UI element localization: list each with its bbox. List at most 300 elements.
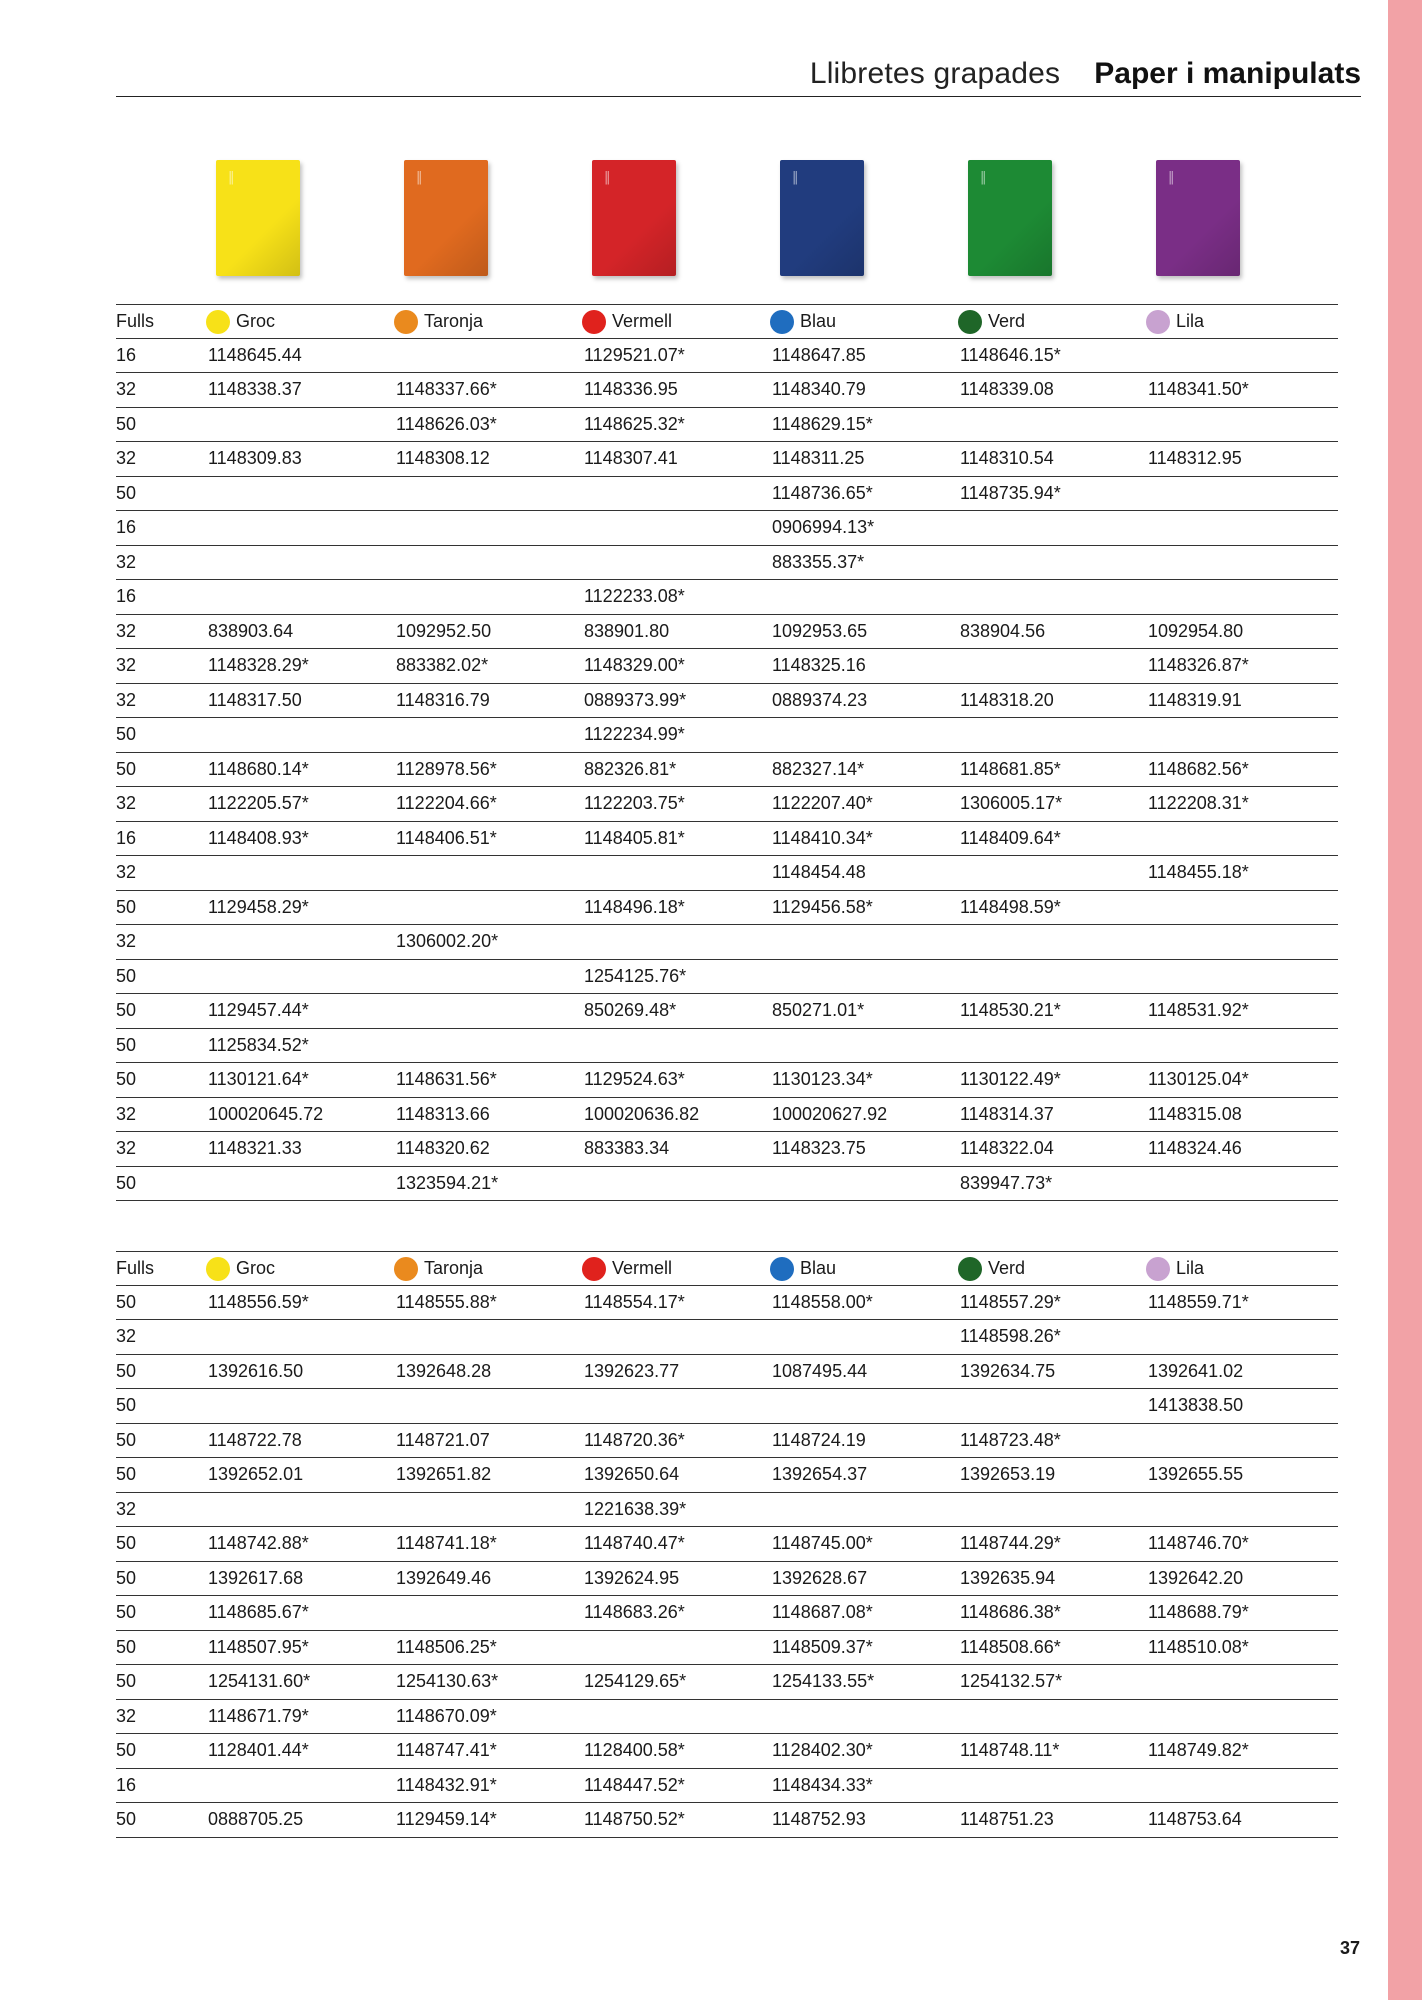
code-cell: 1148557.29* bbox=[960, 1291, 1061, 1312]
code-cell: 1148329.00* bbox=[584, 655, 685, 675]
color-label: Lila bbox=[1176, 1258, 1205, 1278]
code-cell: 1148750.52* bbox=[584, 1809, 685, 1829]
code-cell: 1148338.37 bbox=[208, 379, 302, 399]
fulls-cell: 50 bbox=[116, 758, 137, 779]
code-cell: 0888705.25 bbox=[208, 1809, 304, 1829]
code-cell: 1148410.34* bbox=[772, 827, 873, 848]
color-header-lila bbox=[1148, 1252, 1204, 1285]
code-cell: 1148742.88* bbox=[208, 1533, 309, 1553]
code-cell: 1392617.68 bbox=[208, 1567, 304, 1588]
fulls-cell: 50 bbox=[116, 1291, 137, 1312]
table-row bbox=[116, 1527, 1338, 1562]
code-cell: 1306005.17* bbox=[960, 793, 1063, 813]
code-cell: 1148682.56* bbox=[1148, 758, 1249, 779]
code-cell: 1148509.37* bbox=[772, 1636, 873, 1657]
code-cell: 1148337.66* bbox=[396, 379, 497, 399]
code-cell: 1148746.70* bbox=[1148, 1533, 1249, 1553]
table-row bbox=[116, 1063, 1338, 1098]
color-label: Taronja bbox=[424, 311, 484, 331]
code-cell: 1148322.04 bbox=[960, 1138, 1054, 1158]
table-row bbox=[116, 1562, 1338, 1597]
code-cell: 1148314.37 bbox=[960, 1103, 1054, 1124]
code-cell: 1148312.95 bbox=[1148, 448, 1242, 468]
fulls-cell: 32 bbox=[116, 1705, 137, 1726]
code-cell: 1148408.93* bbox=[208, 827, 309, 848]
table-row bbox=[116, 856, 1338, 891]
code-cell: 1148507.95* bbox=[208, 1636, 309, 1657]
code-cell: 1148626.03* bbox=[396, 413, 497, 434]
color-dot-icon bbox=[394, 310, 418, 334]
code-cell: 100020636.82 bbox=[584, 1103, 700, 1124]
code-cell: 1392623.77 bbox=[584, 1360, 680, 1381]
code-cell: 1148559.71* bbox=[1148, 1291, 1249, 1312]
code-cell: 1306002.20* bbox=[396, 931, 499, 951]
table-row bbox=[116, 477, 1338, 512]
code-cell: 838904.56 bbox=[960, 620, 1046, 641]
table-row bbox=[116, 1665, 1338, 1700]
fulls-cell: 32 bbox=[116, 1138, 137, 1158]
code-cell: 1392654.37 bbox=[772, 1464, 868, 1484]
fulls-cell: 50 bbox=[116, 1602, 137, 1622]
fulls-cell: 16 bbox=[116, 344, 137, 365]
code-cell: 1148341.50* bbox=[1148, 379, 1249, 399]
table-row bbox=[116, 511, 1338, 546]
code-cell: 1148745.00* bbox=[772, 1533, 873, 1553]
code-cell: 100020645.72 bbox=[208, 1103, 324, 1124]
table-row bbox=[116, 580, 1338, 615]
code-cell: 1148752.93 bbox=[772, 1809, 866, 1829]
code-cell: 1148558.00* bbox=[772, 1291, 873, 1312]
fulls-cell: 32 bbox=[116, 1326, 137, 1346]
code-cell: 1130125.04* bbox=[1148, 1069, 1249, 1089]
code-cell: 1148328.29* bbox=[208, 655, 309, 675]
fulls-cell: 50 bbox=[116, 482, 137, 503]
code-cell: 1148721.07 bbox=[396, 1429, 490, 1450]
code-cell: 1148318.20 bbox=[960, 689, 1054, 710]
code-cell: 883355.37* bbox=[772, 551, 865, 572]
code-cell: 1148531.92* bbox=[1148, 1000, 1249, 1020]
code-cell: 1392653.19 bbox=[960, 1464, 1056, 1484]
fulls-cell: 32 bbox=[116, 931, 137, 951]
fulls-cell: 50 bbox=[116, 1809, 137, 1829]
color-label: Groc bbox=[236, 311, 276, 331]
code-cell: 1148498.59* bbox=[960, 896, 1061, 917]
code-cell: 882327.14* bbox=[772, 758, 865, 779]
table-row bbox=[116, 1424, 1338, 1459]
color-dot-icon bbox=[1146, 310, 1170, 334]
table-row bbox=[116, 1286, 1338, 1321]
code-cell: 1130123.34* bbox=[772, 1069, 873, 1089]
code-cell: 1323594.21* bbox=[396, 1172, 499, 1193]
verd-notebook bbox=[968, 160, 1052, 276]
code-cell: 1392642.20 bbox=[1148, 1567, 1244, 1588]
fulls-cell: 32 bbox=[116, 793, 137, 813]
table-row bbox=[116, 684, 1338, 719]
code-cell: 1254133.55* bbox=[772, 1671, 875, 1691]
code-cell: 1128978.56* bbox=[396, 758, 497, 779]
code-cell: 1122208.31* bbox=[1148, 793, 1249, 813]
fulls-cell: 50 bbox=[116, 1034, 137, 1055]
color-label: Verd bbox=[988, 1258, 1026, 1278]
code-cell: 1413838.50 bbox=[1148, 1395, 1244, 1415]
code-cell: 1148646.15* bbox=[960, 344, 1061, 365]
fulls-cell: 32 bbox=[116, 862, 137, 882]
code-cell: 1148625.32* bbox=[584, 413, 685, 434]
code-cell: 1148645.44 bbox=[208, 344, 302, 365]
section-subtitle: Llibretes grapades bbox=[809, 57, 1061, 90]
color-header-blau bbox=[772, 305, 836, 338]
code-cell: 1392650.64 bbox=[584, 1464, 680, 1484]
code-cell: 1221638.39* bbox=[584, 1498, 687, 1519]
code-cell: 1148324.46 bbox=[1148, 1138, 1242, 1158]
fulls-cell: 50 bbox=[116, 1172, 137, 1193]
code-cell: 1148405.81* bbox=[584, 827, 685, 848]
table-row bbox=[116, 1700, 1338, 1735]
code-cell: 0889374.23 bbox=[772, 689, 868, 710]
fulls-cell: 50 bbox=[116, 1636, 137, 1657]
fulls-cell: 50 bbox=[116, 1000, 137, 1020]
table-row bbox=[116, 1493, 1338, 1528]
fulls-cell: 32 bbox=[116, 620, 137, 641]
fulls-header: Fulls bbox=[116, 311, 155, 331]
code-cell: 1148740.47* bbox=[584, 1533, 685, 1553]
code-cell: 1148724.19 bbox=[772, 1429, 866, 1450]
code-cell: 1148454.48 bbox=[772, 862, 866, 882]
code-cell: 1254130.63* bbox=[396, 1671, 499, 1691]
code-cell: 1148749.82* bbox=[1148, 1740, 1249, 1760]
code-cell: 1254129.65* bbox=[584, 1671, 687, 1691]
code-cell: 1148685.67* bbox=[208, 1602, 309, 1622]
fulls-cell: 50 bbox=[116, 1567, 137, 1588]
code-cell: 1148326.87* bbox=[1148, 655, 1249, 675]
fulls-cell: 16 bbox=[116, 1774, 137, 1795]
code-cell: 1148315.08 bbox=[1148, 1103, 1242, 1124]
code-cell: 1148530.21* bbox=[960, 1000, 1061, 1020]
color-header-blau bbox=[772, 1252, 836, 1285]
code-cell: 1148325.16 bbox=[772, 655, 866, 675]
table-row bbox=[116, 1803, 1338, 1838]
code-cell: 1148336.95 bbox=[584, 379, 678, 399]
color-dot-icon bbox=[206, 1257, 230, 1281]
color-header-verd bbox=[960, 1252, 1025, 1285]
color-header-groc bbox=[208, 305, 275, 338]
code-cell: 1148320.62 bbox=[396, 1138, 490, 1158]
code-cell: 1148736.65* bbox=[772, 482, 873, 503]
table-row bbox=[116, 1631, 1338, 1666]
code-cell: 1148310.54 bbox=[960, 448, 1054, 468]
code-cell: 1148686.38* bbox=[960, 1602, 1061, 1622]
code-cell: 1392635.94 bbox=[960, 1567, 1056, 1588]
color-label: Taronja bbox=[424, 1258, 484, 1278]
color-dot-icon bbox=[394, 1257, 418, 1281]
code-cell: 1148321.33 bbox=[208, 1138, 302, 1158]
code-cell: 0906994.13* bbox=[772, 517, 875, 537]
fulls-cell: 50 bbox=[116, 724, 137, 744]
code-cell: 1148340.79 bbox=[772, 379, 866, 399]
code-cell: 850271.01* bbox=[772, 1000, 865, 1020]
code-cell: 1122207.40* bbox=[772, 793, 873, 813]
code-cell: 1148309.83 bbox=[208, 448, 302, 468]
fulls-cell: 32 bbox=[116, 551, 137, 572]
fulls-cell: 32 bbox=[116, 689, 137, 710]
code-cell: 1129458.29* bbox=[208, 896, 309, 917]
color-dot-icon bbox=[770, 310, 794, 334]
code-cell: 1148680.14* bbox=[208, 758, 309, 779]
notebook-logo-icon: ‖ bbox=[604, 170, 611, 185]
code-cell: 1148406.51* bbox=[396, 827, 497, 848]
code-cell: 1130121.64* bbox=[208, 1069, 309, 1089]
fulls-cell: 50 bbox=[116, 413, 137, 434]
code-cell: 1148741.18* bbox=[396, 1533, 497, 1553]
table-row bbox=[116, 718, 1338, 753]
notebook-images bbox=[0, 160, 1388, 280]
section-title: Paper i manipulats bbox=[1094, 57, 1361, 90]
table-row bbox=[116, 1029, 1338, 1064]
table-row bbox=[116, 649, 1338, 684]
table-row bbox=[116, 1734, 1338, 1769]
blau-notebook bbox=[780, 160, 864, 276]
table-row bbox=[116, 442, 1338, 477]
code-cell: 1148598.26* bbox=[960, 1326, 1061, 1346]
table-row bbox=[116, 822, 1338, 857]
code-cell: 1148496.18* bbox=[584, 896, 685, 917]
code-cell: 838903.64 bbox=[208, 620, 294, 641]
table-row bbox=[116, 615, 1338, 650]
table-row bbox=[116, 1098, 1338, 1133]
fulls-cell: 50 bbox=[116, 1429, 137, 1450]
code-cell: 1148313.66 bbox=[396, 1103, 490, 1124]
code-cell: 1148629.15* bbox=[772, 413, 873, 434]
fulls-cell: 32 bbox=[116, 1498, 137, 1519]
color-dot-icon bbox=[206, 310, 230, 334]
code-cell: 850269.48* bbox=[584, 1000, 677, 1020]
fulls-cell: 50 bbox=[116, 1464, 137, 1484]
code-cell: 1092953.65 bbox=[772, 620, 868, 641]
code-cell: 1392634.75 bbox=[960, 1360, 1056, 1381]
page-header bbox=[116, 52, 1361, 97]
table-row bbox=[116, 753, 1338, 788]
table-row bbox=[116, 925, 1338, 960]
color-label: Vermell bbox=[612, 311, 673, 331]
notebook-logo-icon: ‖ bbox=[228, 170, 235, 185]
code-cell: 1148339.08 bbox=[960, 379, 1054, 399]
code-cell: 1148748.11* bbox=[960, 1740, 1060, 1760]
groc-notebook bbox=[216, 160, 300, 276]
product-table-1 bbox=[116, 304, 1338, 1201]
code-cell: 1130122.49* bbox=[960, 1069, 1061, 1089]
code-cell: 1148317.50 bbox=[208, 689, 302, 710]
table-row bbox=[116, 1355, 1338, 1390]
table-row bbox=[116, 1167, 1338, 1202]
code-cell: 1392616.50 bbox=[208, 1360, 304, 1381]
code-cell: 1148323.75 bbox=[772, 1138, 866, 1158]
table-row bbox=[116, 891, 1338, 926]
code-cell: 1122233.08* bbox=[584, 586, 685, 606]
code-cell: 1129524.63* bbox=[584, 1069, 685, 1089]
code-cell: 1148681.85* bbox=[960, 758, 1061, 779]
code-cell: 1148671.79* bbox=[208, 1705, 309, 1726]
fulls-cell: 50 bbox=[116, 1069, 137, 1089]
fulls-cell: 50 bbox=[116, 1740, 137, 1760]
code-cell: 1148555.88* bbox=[396, 1291, 497, 1312]
code-cell: 1148316.79 bbox=[396, 689, 490, 710]
table-row bbox=[116, 960, 1338, 995]
fulls-cell: 32 bbox=[116, 379, 137, 399]
color-header-taronja bbox=[396, 1252, 483, 1285]
fulls-cell: 50 bbox=[116, 1671, 137, 1691]
code-cell: 1122203.75* bbox=[584, 793, 685, 813]
code-cell: 1148506.25* bbox=[396, 1636, 497, 1657]
fulls-cell: 50 bbox=[116, 1533, 137, 1553]
color-dot-icon bbox=[1146, 1257, 1170, 1281]
code-cell: 839947.73* bbox=[960, 1172, 1053, 1193]
code-cell: 1392649.46 bbox=[396, 1567, 492, 1588]
color-dot-icon bbox=[958, 310, 982, 334]
code-cell: 1254125.76* bbox=[584, 965, 687, 986]
code-cell: 1148722.78 bbox=[208, 1429, 302, 1450]
code-cell: 883382.02* bbox=[396, 655, 489, 675]
code-cell: 1092954.80 bbox=[1148, 620, 1244, 641]
code-cell: 1129457.44* bbox=[208, 1000, 309, 1020]
code-cell: 882326.81* bbox=[584, 758, 677, 779]
code-cell: 1392652.01 bbox=[208, 1464, 304, 1484]
code-cell: 1092952.50 bbox=[396, 620, 492, 641]
fulls-header: Fulls bbox=[116, 1258, 155, 1278]
color-header-vermell bbox=[584, 1252, 672, 1285]
lila-notebook bbox=[1156, 160, 1240, 276]
table-row bbox=[116, 1320, 1338, 1355]
table-row bbox=[116, 1389, 1338, 1424]
fulls-cell: 16 bbox=[116, 586, 137, 606]
table-row bbox=[116, 1132, 1338, 1167]
code-cell: 1392628.67 bbox=[772, 1567, 868, 1588]
code-cell: 1254131.60* bbox=[208, 1671, 311, 1691]
table-row bbox=[116, 1458, 1338, 1493]
color-label: Blau bbox=[800, 1258, 837, 1278]
notebook-logo-icon: ‖ bbox=[416, 170, 423, 185]
code-cell: 1148409.64* bbox=[960, 827, 1061, 848]
code-cell: 1087495.44 bbox=[772, 1360, 868, 1381]
table-row bbox=[116, 339, 1338, 374]
code-cell: 1392624.95 bbox=[584, 1567, 680, 1588]
color-label: Lila bbox=[1176, 311, 1205, 331]
fulls-cell: 32 bbox=[116, 448, 137, 468]
code-cell: 1392655.55 bbox=[1148, 1464, 1244, 1484]
code-cell: 1148647.85 bbox=[772, 344, 866, 365]
code-cell: 1148751.23 bbox=[960, 1809, 1054, 1829]
table-row bbox=[116, 546, 1338, 581]
code-cell: 1122234.99* bbox=[584, 724, 685, 744]
code-cell: 1148747.41* bbox=[396, 1740, 497, 1760]
color-header-groc bbox=[208, 1252, 275, 1285]
table-row bbox=[116, 994, 1338, 1029]
code-cell: 1148687.08* bbox=[772, 1602, 873, 1622]
table-header-row bbox=[116, 1251, 1338, 1286]
fulls-cell: 50 bbox=[116, 1360, 137, 1381]
code-cell: 883383.34 bbox=[584, 1138, 670, 1158]
code-cell: 1129456.58* bbox=[772, 896, 873, 917]
color-label: Vermell bbox=[612, 1258, 673, 1278]
product-table-2 bbox=[116, 1251, 1338, 1838]
color-label: Blau bbox=[800, 311, 837, 331]
color-header-vermell bbox=[584, 305, 672, 338]
color-dot-icon bbox=[582, 310, 606, 334]
code-cell: 0889373.99* bbox=[584, 689, 687, 710]
code-cell: 1392651.82 bbox=[396, 1464, 492, 1484]
code-cell: 1122204.66* bbox=[396, 793, 497, 813]
color-label: Groc bbox=[236, 1258, 276, 1278]
notebook-logo-icon: ‖ bbox=[980, 170, 987, 185]
table-header-row bbox=[116, 304, 1338, 339]
fulls-cell: 16 bbox=[116, 827, 137, 848]
table-row bbox=[116, 1769, 1338, 1804]
color-header-lila bbox=[1148, 305, 1204, 338]
code-cell: 1148311.25 bbox=[772, 448, 865, 468]
code-cell: 1128402.30* bbox=[772, 1740, 873, 1760]
code-cell: 1148432.91* bbox=[396, 1774, 497, 1795]
code-cell: 1148455.18* bbox=[1148, 862, 1249, 882]
code-cell: 838901.80 bbox=[584, 620, 670, 641]
fulls-cell: 16 bbox=[116, 517, 137, 537]
fulls-cell: 50 bbox=[116, 965, 137, 986]
code-cell: 1148688.79* bbox=[1148, 1602, 1249, 1622]
pink-side-band bbox=[1388, 0, 1422, 2000]
code-cell: 1148735.94* bbox=[960, 482, 1061, 503]
code-cell: 1148753.64 bbox=[1148, 1809, 1242, 1829]
notebook-logo-icon: ‖ bbox=[1168, 170, 1175, 185]
color-label: Verd bbox=[988, 311, 1026, 331]
code-cell: 1148308.12 bbox=[396, 448, 490, 468]
code-cell: 100020627.92 bbox=[772, 1103, 888, 1124]
code-cell: 1148720.36* bbox=[584, 1429, 685, 1450]
code-cell: 1122205.57* bbox=[208, 793, 309, 813]
vermell-notebook bbox=[592, 160, 676, 276]
color-dot-icon bbox=[958, 1257, 982, 1281]
code-cell: 1148556.59* bbox=[208, 1291, 309, 1312]
color-dot-icon bbox=[582, 1257, 606, 1281]
code-cell: 1129521.07* bbox=[584, 344, 685, 365]
code-cell: 1148670.09* bbox=[396, 1705, 497, 1726]
code-cell: 1128401.44* bbox=[208, 1740, 309, 1760]
fulls-cell: 32 bbox=[116, 655, 137, 675]
code-cell: 1392641.02 bbox=[1148, 1360, 1244, 1381]
fulls-cell: 50 bbox=[116, 896, 137, 917]
table-row bbox=[116, 787, 1338, 822]
taronja-notebook bbox=[404, 160, 488, 276]
code-cell: 1148508.66* bbox=[960, 1636, 1061, 1657]
code-cell: 1148744.29* bbox=[960, 1533, 1061, 1553]
code-cell: 1148319.91 bbox=[1148, 689, 1242, 710]
code-cell: 1148510.08* bbox=[1148, 1636, 1249, 1657]
code-cell: 1148307.41 bbox=[584, 448, 678, 468]
code-cell: 1148723.48* bbox=[960, 1429, 1061, 1450]
color-dot-icon bbox=[770, 1257, 794, 1281]
color-header-taronja bbox=[396, 305, 483, 338]
code-cell: 1148554.17* bbox=[584, 1291, 685, 1312]
code-cell: 1148447.52* bbox=[584, 1774, 685, 1795]
page-number: 37 bbox=[1340, 1938, 1361, 1958]
code-cell: 1392648.28 bbox=[396, 1360, 492, 1381]
code-cell: 1148434.33* bbox=[772, 1774, 873, 1795]
table-row bbox=[116, 408, 1338, 443]
table-row bbox=[116, 373, 1338, 408]
notebook-logo-icon: ‖ bbox=[792, 170, 799, 185]
table-row bbox=[116, 1596, 1338, 1631]
code-cell: 1254132.57* bbox=[960, 1671, 1063, 1691]
fulls-cell: 50 bbox=[116, 1395, 137, 1415]
code-cell: 1128400.58* bbox=[584, 1740, 685, 1760]
code-cell: 1148683.26* bbox=[584, 1602, 685, 1622]
